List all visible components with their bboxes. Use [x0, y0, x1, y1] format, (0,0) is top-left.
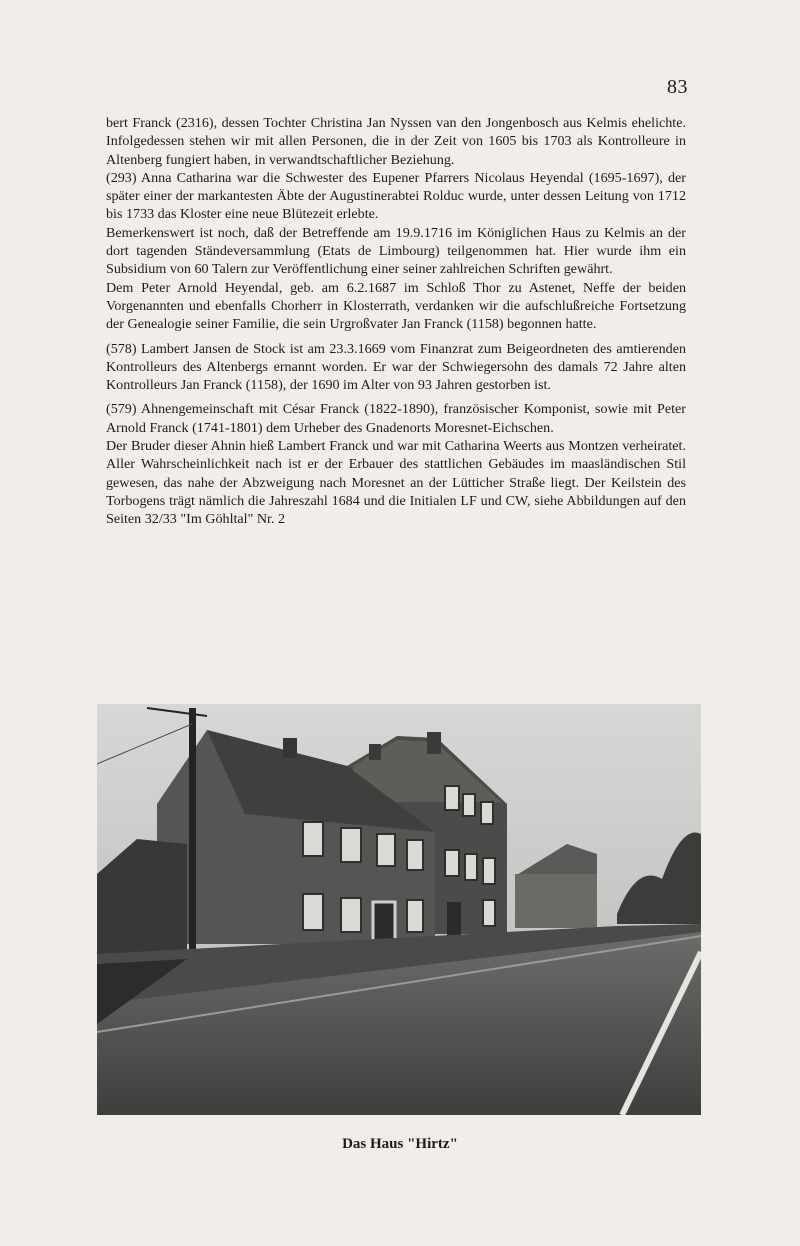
house-photo [97, 704, 701, 1115]
paragraph: Der Bruder dieser Ahnin hieß Lambert Franck und war mit Catharina Weerts aus Montzen verheiratet. Aller Wahrscheinlichkeit nach ist er der Erbauer des stattlichen Gebäudes im maasländischen Stil gewesen, das nahe der Abzweigung nach Moresnet an der Lütticher Straße liegt. Der Keilstein des Torbogens trägt nämlich die Jahreszahl 1684 und die Initialen LF und CW, siehe Abbildungen auf den Seiten 32/33 "Im Göhltal" Nr. 2 [106, 438, 686, 528]
paragraph: (578) Lambert Jansen de Stock ist am 23.3.1669 vom Finanzrat zum Beigeordneten des amtierenden Kontrolleurs des Altenbergs ernannt worden. Er war der Schwiegersohn des damals 72 Jahre alten Kontrolleurs Jan Franck (1158), der 1690 im Alter von 93 Jahren gestorben ist. [106, 340, 686, 394]
paragraph: bert Franck (2316), dessen Tochter Christina Jan Nyssen van den Jongenbosch aus Kelmis ehelichte. Infolgedessen stehen wir mit allen Personen, die in der Zeit von 1605 bis 1703 als Kontrolleure in Altenberg fungiert haben, in verwandtschaftlicher Beziehung. [106, 115, 686, 168]
photo-caption: Das Haus "Hirtz" [342, 1136, 458, 1152]
page-number: 83 [667, 76, 688, 98]
paragraph: Bemerkenswert ist noch, daß der Betreffende am 19.9.1716 im Königlichen Haus zu Kelmis an der dort tagenden Ständeversammlung (Etats de Limbourg) teilgenommen hat. Hier wurde ihm ein Subsidium von 60 Talern zur Veröffentlichung einer seiner zahlreichen Schriften gewährt. [106, 224, 686, 278]
paragraph: (579) Ahnengemeinschaft mit César Franck (1822-1890), französischer Komponist, sowie mit Peter Arnold Franck (1741-1801) dem Urheber des Gnadenorts Moresnet-Eichschen. [106, 401, 686, 436]
paragraph: (293) Anna Catharina war die Schwester des Eupener Pfarrers Nicolaus Heyendal (1695-1697), der später einer der markantesten Äbte der Augustinerabtei Rolduc wurde, unter dessen Leitung von 1712 bis 1733 das Kloster eine neue Blütezeit erlebte. [106, 169, 686, 223]
paragraph: Dem Peter Arnold Heyendal, geb. am 6.2.1687 im Schloß Thor zu Astenet, Neffe der beiden Vorgenannten und ebenfalls Chorherr in Klosterrath, verdanken wir die aufschlußreiche Fortsetzung der Genealogie seiner Familie, die sein Urgroßvater Jan Franck (1158) begonnen hatte. [106, 279, 686, 333]
body-text [106, 114, 686, 529]
